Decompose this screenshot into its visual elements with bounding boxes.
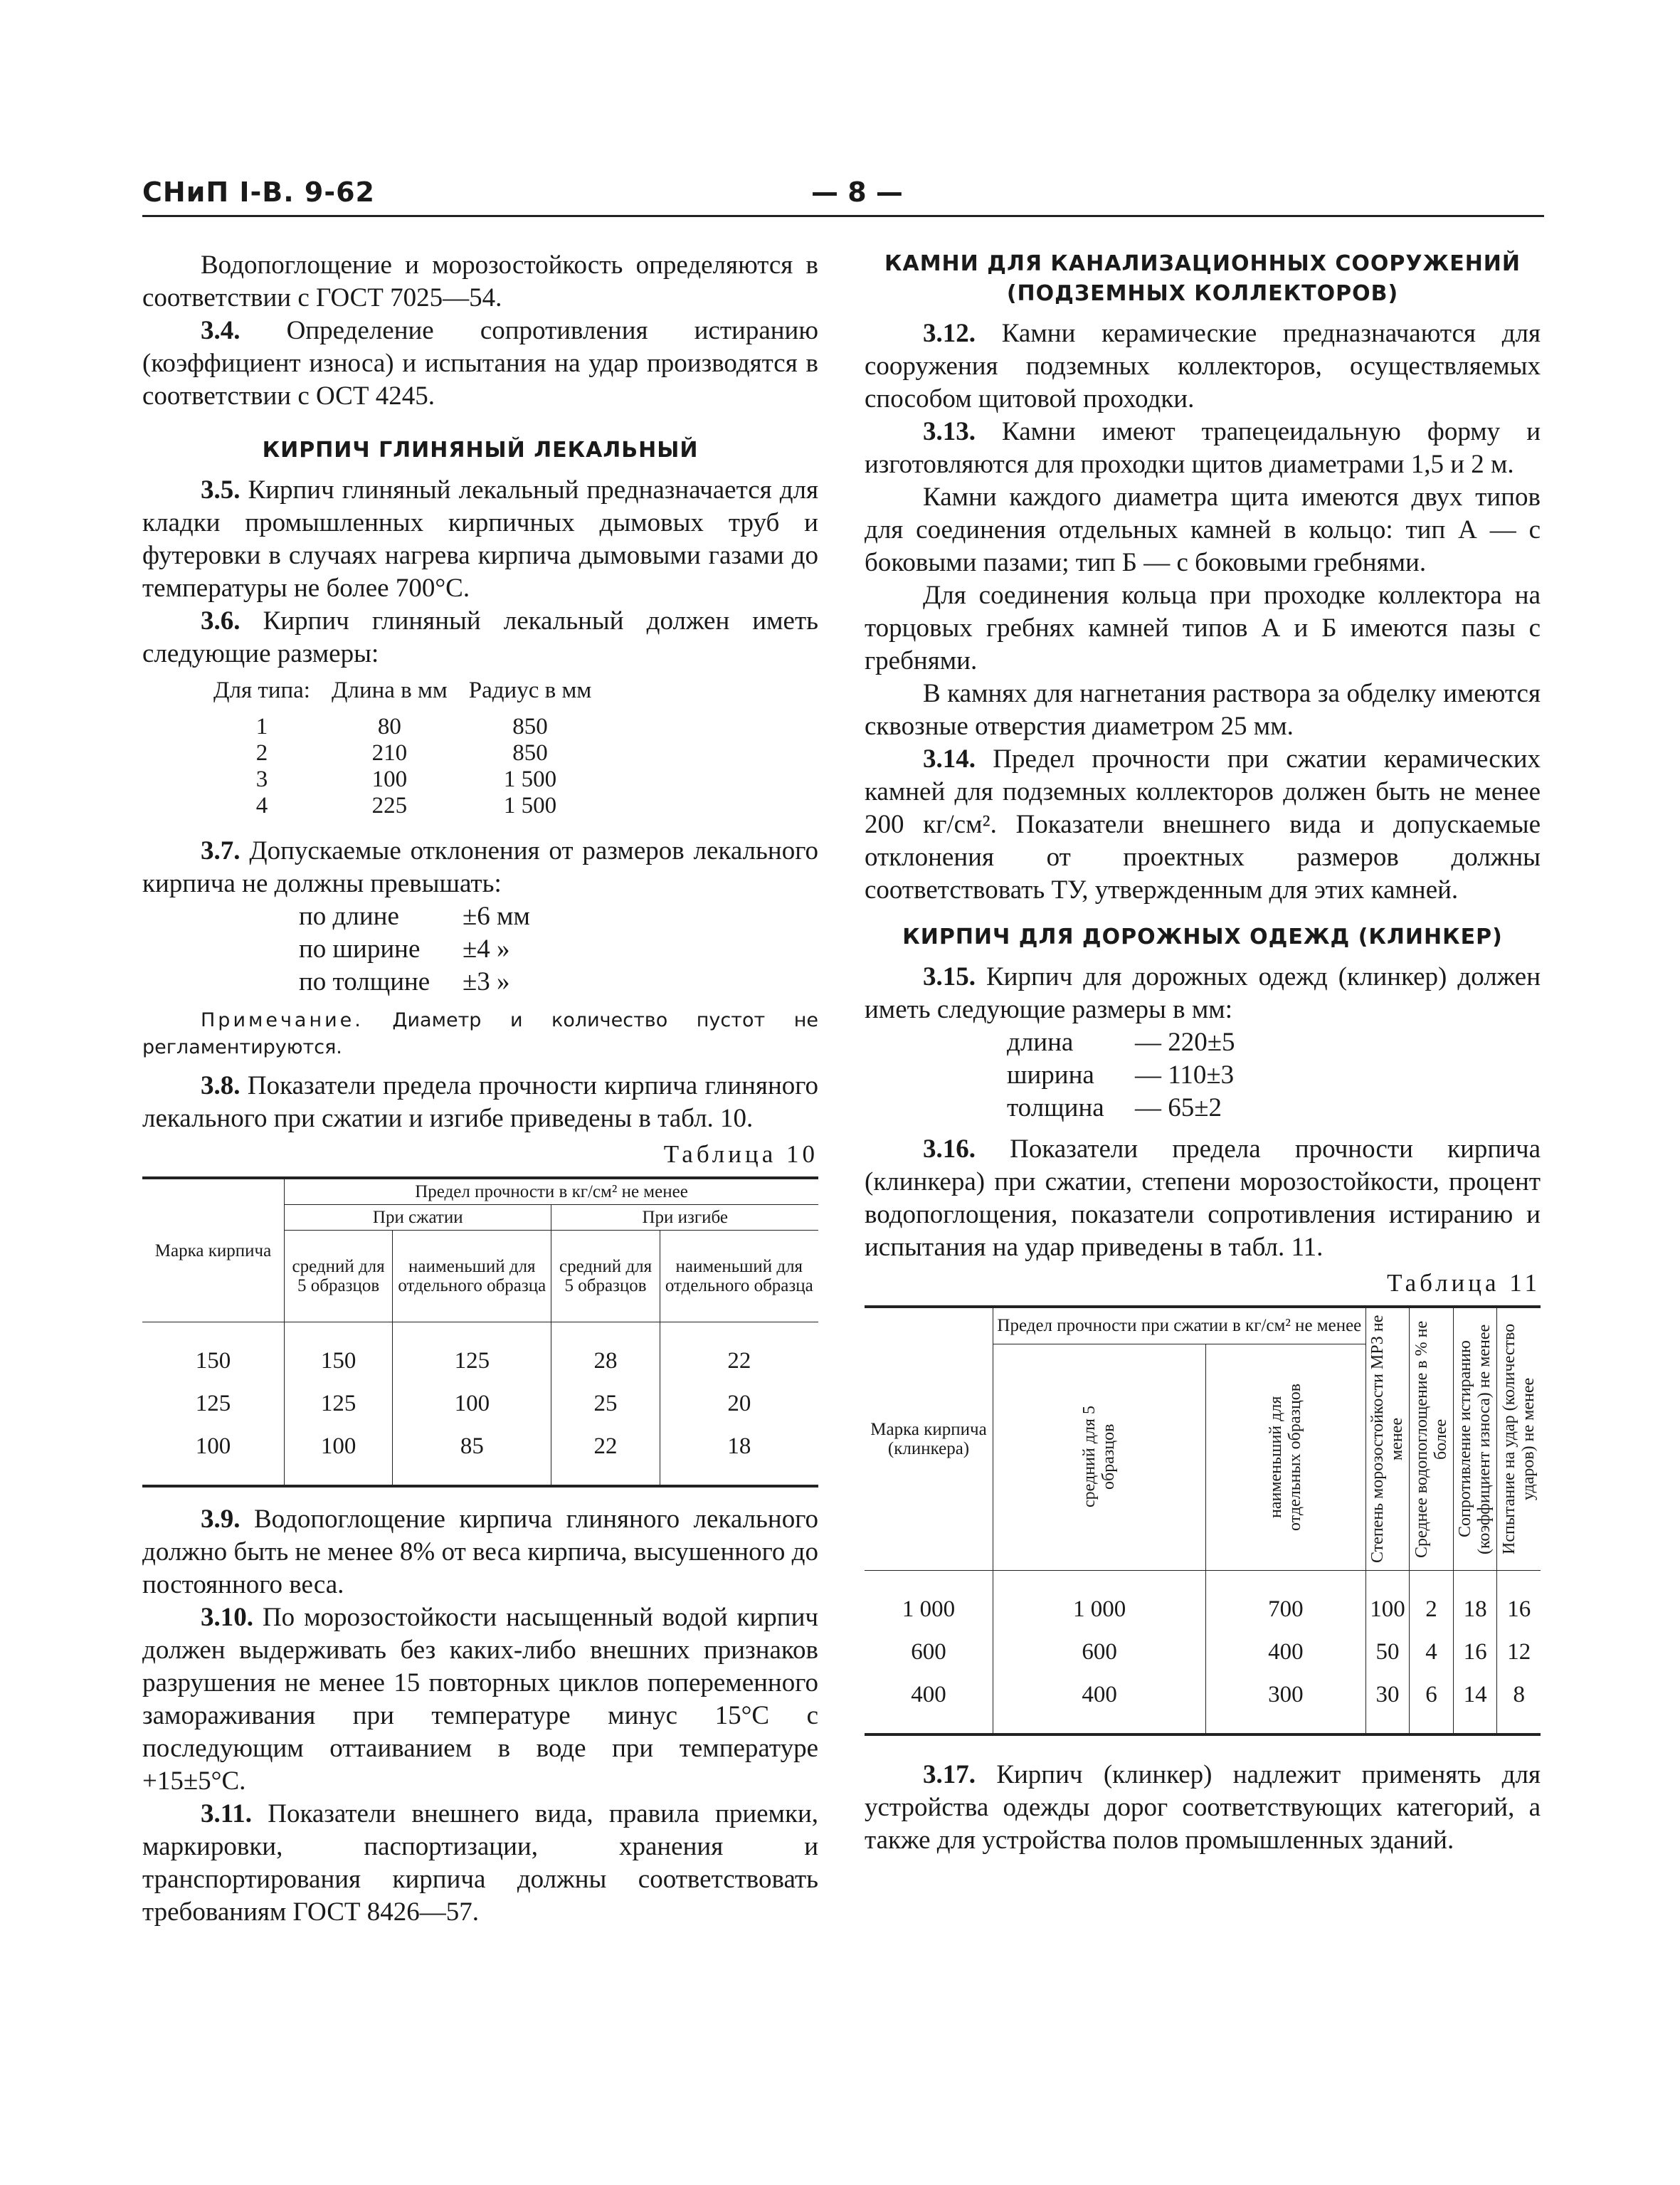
table-cell: 16 [1453,1631,1497,1673]
table-cell: 100 [371,767,408,792]
table-cell: 22 [551,1425,660,1486]
table-cell: 22 [660,1322,818,1383]
table-cell: 4 [255,793,268,818]
table-10-header-avg-bend: средний для 5 образцов [551,1231,660,1322]
section-number: 3.13. [923,417,976,446]
table-10-header-min-compress: наименьший для отдельного образца [393,1231,551,1322]
note [142,1007,818,1061]
table-10-header-compress: При сжатии [285,1205,551,1231]
deviation-value: ±6 мм [463,902,530,931]
table-cell: 2 [255,740,268,766]
table-cell: 125 [285,1382,393,1425]
table-cell: 210 [371,740,408,766]
table-cell: 400 [1206,1631,1366,1673]
table-cell: 1 500 [503,767,557,792]
section-number: 3.14. [923,744,976,774]
sizes-header-radius: Радиус в мм [468,678,592,703]
paragraph-text: Предел прочности при сжатии керамических камней для подземных коллекторов должен быть не менее 200 кг/см². Показатели внешнего вида и допускаемые отклонения от проектных размеров должны соответствовать ТУ, утвержденным для этих камней. [865,744,1541,905]
table-10-header-brand: Марка кирпича [142,1178,285,1322]
right-column [865,249,1541,1857]
size-label: длина [1007,1028,1074,1057]
paragraph-3-12 [865,317,1541,416]
table-11-header-group: Предел прочности при сжатии в кг/см² не менее [993,1307,1366,1344]
deviation-value: ±4 » [463,934,510,964]
sizes-header-length: Длина в мм [331,678,448,703]
table-cell: 8 [1497,1673,1541,1734]
table-10-header-avg: средний для 5 образцов [285,1231,393,1322]
size-label: толщина [1007,1093,1104,1122]
table-cell: 100 [1365,1571,1410,1631]
table-11 [865,1305,1541,1736]
paragraph-3-17 [865,1759,1541,1857]
table-cell: 600 [993,1631,1206,1673]
table-cell: 18 [1453,1571,1497,1631]
section-number: 3.8. [201,1071,241,1100]
table-cell: 4 [1410,1631,1454,1673]
section-number: 3.12. [923,319,976,348]
table-cell: 25 [551,1382,660,1425]
section-heading-kamni: КАМНИ ДЛЯ КАНАЛИЗАЦИОННЫХ СООРУЖЕНИЙ (ПОДЗЕМНЫХ КОЛЛЕКТОРОВ) [884,251,1521,306]
table-cell: 14 [1453,1673,1497,1734]
table-row [865,1631,1541,1673]
section-heading-klinker: КИРПИЧ ДЛЯ ДОРОЖНЫХ ОДЕЖД (КЛИНКЕР) [902,925,1503,949]
table-cell: 700 [1206,1571,1366,1631]
paragraph-text: Водопоглощение кирпича глиняного лекального должно быть не менее 8% от веса кирпича, высушенного до постоянного веса. [142,1505,818,1599]
header-text: Среднее водопоглощение в % не более [1412,1320,1450,1558]
paragraph-text: Определение сопротивления истиранию (коэффициент износа) и испытания на удар производятся в соответствии с ОСТ 4245. [142,316,818,411]
size-value: — 110±3 [1135,1060,1235,1090]
note-text: Диаметр и количество пустот не регламентируются. [142,1009,818,1058]
list-item [299,966,818,999]
paragraph-3-8 [142,1070,818,1135]
paragraph-text: Допускаемые отклонения от размеров лекального кирпича не должны превышать: [142,836,818,898]
sizes-table [213,678,613,819]
paragraph-3-5 [142,474,818,605]
paragraph-text: Кирпич глиняный лекальный предназначается для кладки промышленных кирпичных дымовых труб и футеровки в случаях нагрева кирпича дымовыми газами до температуры не более 700°С. [142,475,818,603]
paragraph-intro: Водопоглощение и морозостойкость определяются в соответствии с ГОСТ 7025—54. [142,251,818,312]
table-10 [142,1176,818,1488]
header-text: средний для 5 образцов [1080,1406,1119,1508]
paragraph-3-14 [865,743,1541,907]
list-item [1007,1026,1541,1059]
deviation-list [299,900,818,999]
table-cell: 6 [1410,1673,1454,1734]
page-number: — 8 — [811,177,903,208]
table-row [213,740,613,767]
section-number: 3.11. [201,1799,252,1828]
paragraph-3-9 [142,1503,818,1601]
paragraph-3-6 [142,605,818,670]
table-cell: 300 [1206,1673,1366,1734]
table-cell: 600 [865,1631,993,1673]
table-cell: 225 [371,793,408,818]
table-cell: 30 [1365,1673,1410,1734]
paragraph-text: Кирпич глиняный лекальный должен иметь следующие размеры: [142,606,818,668]
section-number: 3.10. [201,1603,253,1632]
header-text: наименьший для отдельных образцов [1266,1383,1304,1531]
left-column [142,249,818,1929]
table-cell: 1 000 [993,1571,1206,1631]
paragraph-text: Кирпич для дорожных одежд (клинкер) должен иметь следующие размеры в мм: [865,962,1541,1024]
table-cell: 850 [512,714,548,739]
section-number: 3.6. [201,606,241,636]
table-cell: 125 [393,1322,551,1383]
table-row [142,1322,818,1383]
table-cell: 400 [865,1673,993,1734]
table-cell: 400 [993,1673,1206,1734]
table-row [213,714,613,740]
section-number: 3.16. [923,1134,976,1164]
table-row [865,1673,1541,1734]
table-row [213,767,613,793]
table-10-caption: Таблица 10 [663,1140,818,1168]
table-11-header-abrasion [1453,1307,1497,1571]
table-cell: 150 [142,1322,285,1383]
table-11-header-frost [1365,1307,1410,1571]
list-item [1007,1092,1541,1125]
section-number: 3.15. [923,962,976,991]
table-row [213,793,613,819]
section-number: 3.5. [201,475,241,505]
table-cell: 12 [1497,1631,1541,1673]
table-cell: 28 [551,1322,660,1383]
table-cell: 100 [393,1382,551,1425]
deviation-label: по длине [299,902,399,931]
table-10-header-min-bend: наименьший для отдельного образца [660,1231,818,1322]
section-heading-lekalny: КИРПИЧ ГЛИНЯНЫЙ ЛЕКАЛЬНЫЙ [262,438,699,463]
paragraph-3-10 [142,1601,818,1798]
paragraph-text: Показатели предела прочности кирпича (клинкера) при сжатии, степени морозостойкости, процент водопоглощения, показатели сопротивления истиранию и испытания на удар приведены в табл. 11. [865,1134,1541,1262]
table-cell: 85 [393,1425,551,1486]
table-row [142,1425,818,1486]
paragraph-text: Камни керамические предназначаются для сооружения подземных коллекторов, осуществляемых способом щитовой проходки. [865,319,1541,414]
deviation-label: по толщине [299,967,430,996]
table-11-header-brand: Марка кирпича (клинкера) [865,1307,993,1571]
paragraph-3-13 [865,416,1541,481]
section-number: 3.7. [201,836,241,865]
size-value: — 65±2 [1135,1093,1222,1122]
paragraph-text: Показатели внешнего вида, правила приемки, маркировки, паспортизации, хранения и транспортирования кирпича должны соответствовать требованиям ГОСТ 8426—57. [142,1799,818,1927]
list-item [299,933,818,966]
paragraph-3-13-b: Камни каждого диаметра щита имеются двух типов для соединения отдельных камней в кольцо: тип А — с боковыми пазами; тип Б — с боковыми гребнями. [865,483,1541,577]
table-cell: 1 500 [503,793,557,818]
document-code: СНиП I-В. 9-62 [142,177,375,208]
table-row [865,1571,1541,1631]
list-item [1007,1059,1541,1092]
klinker-size-list [1007,1026,1541,1125]
size-label: ширина [1007,1060,1094,1090]
table-10-header-group: Предел прочности в кг/см² не менее [285,1178,819,1205]
table-cell: 1 [255,714,268,739]
table-cell: 100 [285,1425,393,1486]
deviation-label: по ширине [299,934,421,964]
paragraph-text: Показатели предела прочности кирпича глиняного лекального при сжатии и изгибе приведены в табл. 10. [142,1071,818,1133]
sizes-header-type: Для типа: [213,678,310,703]
paragraph-3-13-d: В камнях для нагнетания раствора за обделку имеются сквозные отверстия диаметром 25 мм. [865,679,1541,741]
paragraph-3-7 [142,835,818,900]
note-label: Примечание. [201,1009,364,1031]
header-text: Сопротивление истиранию (коэффициент износа) не менее [1456,1324,1494,1554]
table-11-header-min [1206,1344,1366,1570]
paragraph-3-15 [865,961,1541,1026]
size-value: — 220±5 [1135,1028,1235,1057]
section-number: 3.9. [201,1505,241,1534]
table-cell: 100 [142,1425,285,1486]
paragraph-text: По морозостойкости насыщенный водой кирпич должен выдерживать без каких-либо внешних признаков разрушения не менее 15 повторных циклов попеременного замораживания при температуре минус 15°С с последующим оттаиванием в воде при температуре +15±5°С. [142,1603,818,1796]
table-cell: 850 [512,740,548,766]
paragraph-3-13-c: Для соединения кольца при проходке коллектора на торцовых гребнях камней типов А и Б имеются пазы с гребнями. [865,581,1541,675]
table-cell: 20 [660,1382,818,1425]
list-item [299,900,818,933]
paragraph-3-11 [142,1798,818,1929]
table-cell: 1 000 [865,1571,993,1631]
paragraph-3-4 [142,315,818,413]
header-text: Степень морозостойкости МРЗ не менее [1368,1315,1406,1564]
table-cell: 16 [1497,1571,1541,1631]
table-11-header-avg [993,1344,1206,1570]
table-cell: 125 [142,1382,285,1425]
section-number: 3.17. [923,1760,976,1789]
paragraph-text: Кирпич (клинкер) надлежит применять для устройства одежды дорог соответствующих категорий, а также для устройства полов промышленных зданий. [865,1760,1541,1855]
table-11-header-impact [1497,1307,1541,1571]
table-cell: 80 [377,714,401,739]
paragraph-3-16 [865,1133,1541,1264]
table-11-caption: Таблица 11 [1387,1269,1541,1297]
section-number: 3.4. [201,316,241,345]
table-cell: 50 [1365,1631,1410,1673]
table-11-header-water [1410,1307,1454,1571]
table-row [142,1382,818,1425]
header-text: Испытание на удар (количество ударов) не менее [1499,1323,1538,1555]
deviation-value: ±3 » [463,967,510,996]
table-10-header-bend: При изгибе [551,1205,818,1231]
table-cell: 18 [660,1425,818,1486]
table-cell: 3 [255,767,268,792]
page-header [142,177,1544,217]
paragraph-text: Камни имеют трапецеидальную форму и изготовляются для проходки щитов диаметрами 1,5 и 2 м. [865,417,1541,479]
table-cell: 150 [285,1322,393,1383]
table-cell: 2 [1410,1571,1454,1631]
